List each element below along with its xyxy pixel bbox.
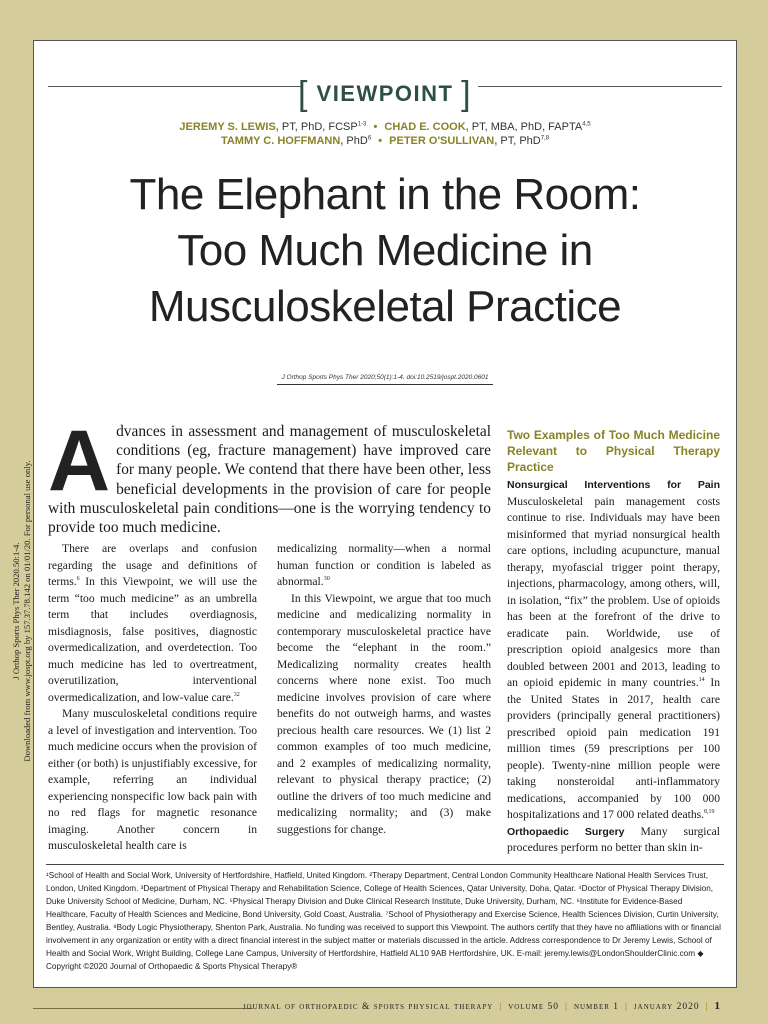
article-title bbox=[34, 167, 736, 335]
header-rule-right bbox=[478, 86, 722, 87]
issue-date: january 2020 bbox=[633, 1002, 700, 1012]
citation: J Orthop Sports Phys Ther 2020;50(1):1-4. doi:10.2519/jospt.2020.0601 bbox=[277, 374, 493, 385]
page-number: 1 bbox=[714, 1000, 720, 1012]
footer-info: journal of orthopaedic & sports physical therapy | volume 50 | number 1 | january 2020 | 1 bbox=[242, 1000, 720, 1012]
section-label: [ VIEWPOINT ] bbox=[297, 75, 473, 113]
page-footer bbox=[0, 986, 768, 1024]
bullet-icon: • bbox=[373, 121, 378, 133]
body-column-1 bbox=[48, 541, 257, 855]
author-name: JEREMY S. LEWIS, bbox=[179, 121, 279, 133]
subsection-heading: Two Examples of Too Much Medicine Relevant to Physical Therapy Practice bbox=[507, 428, 720, 474]
run-in-heading: Orthopaedic Surgery bbox=[507, 825, 625, 838]
lead-text: dvances in assessment and management of musculoskeletal conditions (eg, fracture management) have improved care for many people. We contend that there have been other, less beneficial developments in the provision of care for people with musculoskeletal pain conditions—one is the worrying tendency to provide too much medicine. bbox=[48, 423, 491, 537]
affiliations-footnote: ¹School of Health and Social Work, University of Hertfordshire, Hatfield, United Kingdom. ²Therapy Department, Central London Community Healthcare National Health Services Trust, London, United Kingdom. ³Department of Physical Therapy and Rehabilitation Science, College of Health Sciences, Qatar University, Doha, Qatar. ⁴Doctor of Physical Therapy Division, Duke University School of Medicine, Durham, NC. ⁵Physical Therapy Division and Duke Clinical Research Institute, Duke University, Durham, NC. ⁶Institute for Evidence-Based Healthcare, Faculty of Health Sciences and Medicine, Bond University, Gold Coast, Australia. ⁷School of Physiotherapy and Exercise Science, Health Sciences Division, Curtin University, Bentley, Australia. ⁸Body Logic Physiotherapy, Shenton Park, Australia. No funding was received to support this Viewpoint. The authors certify that they have no affiliations with or financial involvement in any organization or entity with a direct financial interest in the subject matter or materials discussed in the article. Address correspondence to Dr Jeremy Lewis, School of Health and Social Work, Wright Building, College Lane Campus, University of Hertfordshire, Hatfield AL10 9AB Hertfordshire, UK. E-mail: jeremy.lewis@LondonShoulderClinic.com ◆ Copyright ©2020 Journal of Orthopaedic & Sports Physical Therapy® bbox=[46, 864, 724, 973]
journal-name: journal of orthopaedic & sports physical therapy bbox=[242, 1002, 494, 1012]
volume: volume 50 bbox=[508, 1002, 560, 1012]
watermark-line-1: J Orthop Sports Phys Ther 2020.50:1-4. bbox=[11, 542, 21, 680]
header-rule-left bbox=[48, 86, 303, 87]
paragraph: Orthopaedic Surgery Many surgical procedures perform no better than skin in- bbox=[507, 824, 720, 854]
paragraph: There are overlaps and confusion regarding the usage and definitions of terms.$^6$ In this Viewpoint, we will use the term “too much medicine” as an umbrella term that includes overdiagnosis, misdiagnosis, false positives, diagnostic overmedicalization, and overdetection. Too much medicine has led to overtreatment, overutilization, interventional overmedicalization, and low-value care.$^{32}$ bbox=[48, 542, 257, 704]
bullet-icon: • bbox=[378, 135, 383, 147]
footer-rule bbox=[33, 1008, 253, 1009]
author-name: PETER O'SULLIVAN, bbox=[389, 135, 498, 147]
lead-paragraph bbox=[48, 413, 491, 537]
title-line: The Elephant in the Room: bbox=[129, 170, 641, 219]
paragraph: In this Viewpoint, we argue that too much medicine and medicalizing normality in contemporary musculoskeletal practice have become the “elephant in the room.” Medicalizing normality creates health concerns where none exist. Too much medicine involves provision of care where benefits do not outweigh harms, and wastes precious health care resources. We (1) list 2 common examples of too much medicine, and 2 examples of medicalizing normality, relevant to physical therapy practice; (2) outline the drivers of too much medicine and medicalizing normality; and (3) make suggestions for change. bbox=[277, 591, 491, 836]
author-name: TAMMY C. HOFFMANN, bbox=[220, 135, 344, 147]
body-column-2 bbox=[277, 541, 491, 838]
author-name: CHAD E. COOK, bbox=[384, 121, 469, 133]
article-page bbox=[33, 40, 737, 988]
author-list: JEREMY S. LEWIS, PT, PhD, FCSP$^{1-3}$ • CHAD E. COOK, PT, MBA, PhD, FAPTA$^{4,5}$ TAMMY C. HOFFMANN, PhD$^6$ • PETER O'SULLIVAN, PT, PhD$^{7,8}$ bbox=[179, 121, 591, 147]
paragraph: Nonsurgical Interventions for Pain Musculoskeletal pain management costs continue to rise. Individuals may have been misinformed that myriad nonsurgical health care options, including acupuncture, manual therapy, myofascial trigger point therapy, injections, pharmacology, among others, will, in isolation, “fix” the problem. Use of opioids has been at the forefront of the drive to eradicate pain. Worldwide, use of prescription opioid analgesics more than doubled between 2001 and 2013, leading to an opioid epidemic in many countries.$^{14}$ In the United States in 2017, health care providers (principally general practitioners) prescribed opioid pain medication 191 million times (59 prescriptions per 100 people). Twenty-nine million people were taking nonsteroidal anti-inflammatory medications, accompanied by 100 000 hospitalizations and 17 000 related deaths.$^{8,19}$ bbox=[507, 479, 720, 821]
paragraph: medicalizing normality—when a normal human function or condition is labeled as abnormal.$^{30}$ bbox=[277, 542, 491, 588]
issue-number: number 1 bbox=[573, 1002, 620, 1012]
watermark-line-2: Downloaded from www.jospt.org by 157.37.78.142 on 01/01/20. For personal use only. bbox=[22, 460, 32, 762]
drop-cap: A bbox=[48, 413, 111, 509]
body-column-3 bbox=[507, 427, 720, 857]
title-line: Musculoskeletal Practice bbox=[148, 282, 622, 331]
section-title: VIEWPOINT bbox=[316, 81, 454, 106]
paragraph: Many musculoskeletal conditions require a level of investigation and intervention. Too much medicine occurs when the provision of either (or both) is unjustifiably excessive, for example, referring an individual experiencing nonspecific low back pain with no red flags for magnetic resonance imaging. Another concern in musculoskeletal health care is bbox=[48, 707, 257, 852]
section-header bbox=[48, 71, 722, 113]
title-line: Too Much Medicine in bbox=[177, 226, 593, 275]
run-in-heading: Nonsurgical Interventions for Pain bbox=[507, 479, 720, 491]
